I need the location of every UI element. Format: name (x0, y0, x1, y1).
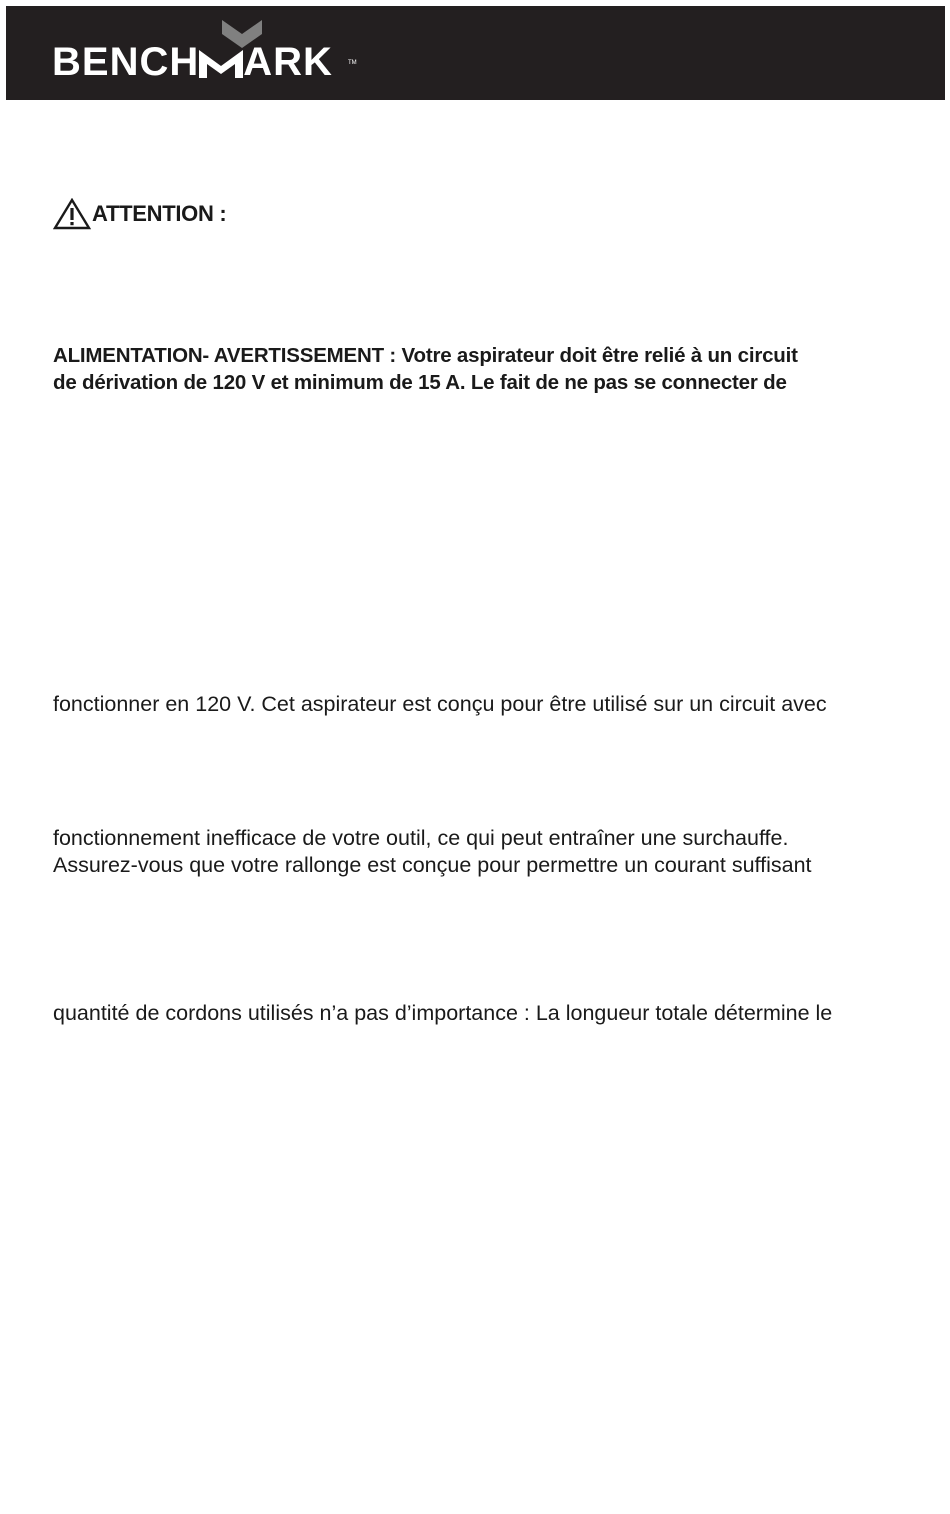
text-line: fonctionnement inefficace de votre outil, ce qui peut entraîner une surchauffe. (53, 826, 789, 850)
body-paragraph (53, 1000, 913, 1027)
attention-label: ATTENTION : (92, 201, 227, 226)
attention-heading (53, 198, 226, 230)
header-bar (6, 6, 945, 100)
brand-m-glyph (199, 44, 243, 78)
body-paragraph (53, 825, 913, 879)
text-line: fonctionner en 120 V. Cet aspirateur est conçu pour être utilisé sur un circuit avec (53, 692, 827, 716)
trademark-mark: TM (348, 60, 357, 66)
text-line: de dérivation de 120 V et minimum de 15 A. Le fait de ne pas se connecter de (53, 371, 787, 394)
brand-left: BENCH (52, 40, 200, 84)
text-line: ALIMENTATION- AVERTISSEMENT : Votre aspirateur doit être relié à un circuit (53, 344, 798, 367)
warning-triangle-icon (53, 198, 91, 230)
text-line: Assurez-vous que votre rallonge est conçue pour permettre un courant suffisant (53, 853, 812, 877)
brand-wordmark (52, 42, 333, 82)
text-line: quantité de cordons utilisés n’a pas d’importance : La longueur totale détermine le (53, 1001, 833, 1025)
body-paragraph (53, 691, 913, 718)
brand-right: ARK (243, 40, 333, 84)
power-warning-paragraph (53, 342, 913, 396)
